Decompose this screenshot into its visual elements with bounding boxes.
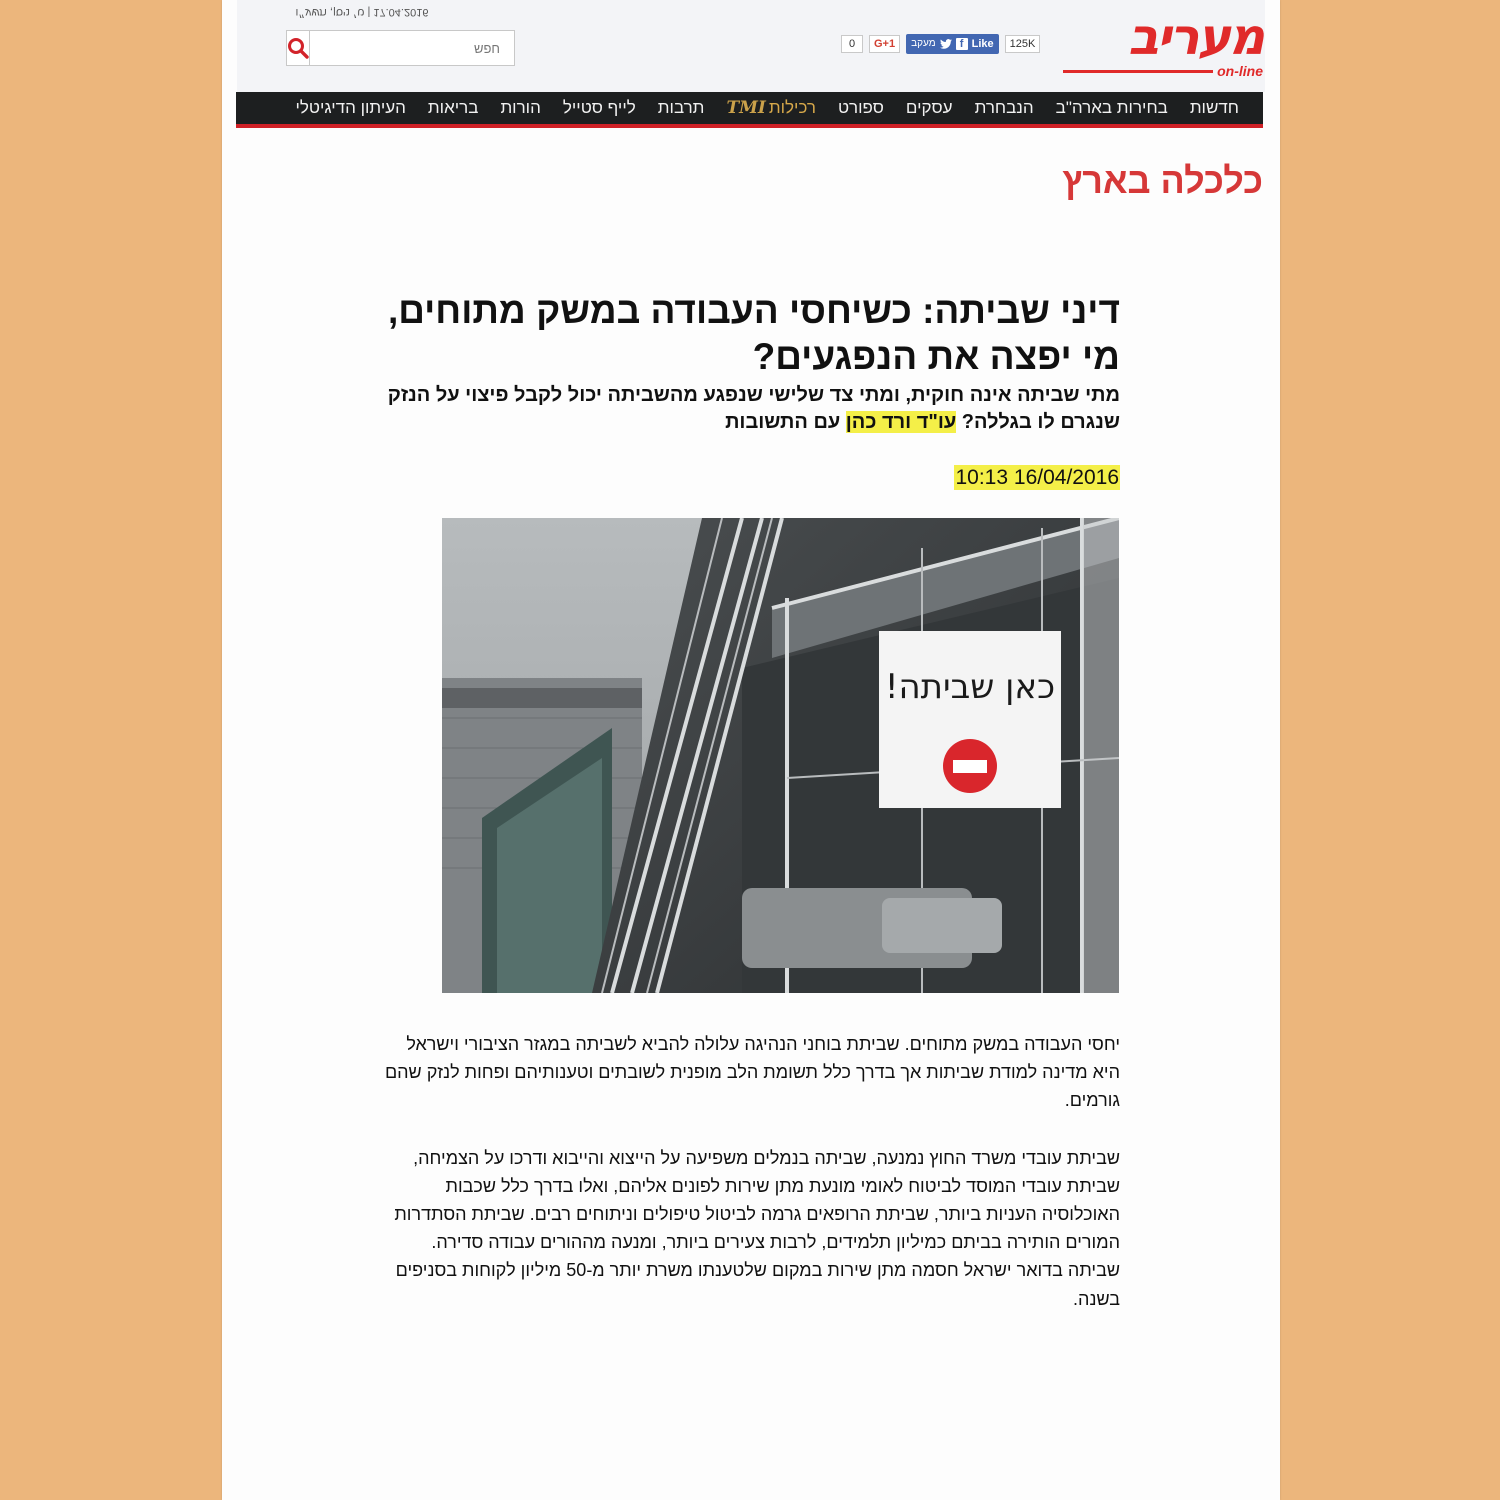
search-button[interactable] [286,30,310,66]
subhead-suffix: עם התשובות [725,411,846,433]
body-paragraph: שביתת עובדי משרד החוץ נמנעה, שביתה בנמלים משפיעה על הייצוא והייבוא ודרכו על הצמיחה, שביתת עובדי המוסד לביטוח לאומי מונעת מתן שירות לפונים אליהם, ואלו בדרך כלל שכבות האוכלוסיה העניות ביותר, שביתת הרופאים גרמה לביטול טיפולים וניתוחים רבים. שביתת הסתדרות המורים הותירה בביתם כמיליון תלמידים, לרבות צעירים ביותר, ומנעה מההורים עבודה סדירה. שביתה בדואר ישראל חסמה מתן שירות במקום שלטענתו משרת יותר מ-50 מיליון לקוחות בסניפים בשנה. [394,1147,1120,1309]
scanned-page [222,0,1280,1500]
nav-item-culture[interactable]: תרבות [657,98,705,117]
search-box [286,30,442,66]
article-header [382,288,1120,490]
logo-online: on-line [1217,63,1263,79]
nav-item-national-team[interactable]: הנבחרת [974,98,1034,117]
nav-item-business[interactable]: עסקים [905,98,953,117]
nav-item-parenting[interactable]: הורות [500,98,541,117]
article-headline: דיני שביתה: כשיחסי העבודה במשק מתוחים, מי יפצה את הנפגעים? [387,290,1120,377]
nav-item-lifestyle[interactable]: לייף סטייל [562,98,636,117]
gplus-button[interactable]: G+1 [869,35,900,53]
facebook-like-button[interactable] [906,34,999,54]
logo-underline [1063,70,1213,73]
nav-item-us-elections[interactable]: בחירות בארה"ב [1055,98,1168,117]
like-label: Like [971,38,994,50]
facebook-icon: f [956,38,968,50]
tmi-logo: TMI [726,98,766,118]
nav-item-sports[interactable]: ספורט [837,98,884,117]
gossip-label: רכילות [768,98,816,117]
twitter-follow-label[interactable]: מעקב [911,38,936,49]
section-title[interactable]: כלכלה בארץ [1062,160,1263,201]
top-date: 17.04.2016 | ט׳ ניסן, תשע״ו [295,6,429,18]
article-body [384,1030,1120,1313]
nav-item-health[interactable]: בריאות [427,98,479,117]
twitter-icon [940,39,952,49]
author-name[interactable]: עו"ד ורד כהן [845,411,957,433]
photo-sign-text: כאן שביתה! [884,667,1056,707]
logo-text: מעריב [1128,8,1263,66]
site-logo[interactable] [1063,8,1263,79]
body-paragraph: יחסי העבודה במשק מתוחים. שביתת בוחני הנהיגה עלולה להביא לשביתה במגזר הציבורי וישראל היא מדינה למודת שביתות אך בדרך כלל תשומת הלב מופנית לשובתים וטענותיהם ופחות לנזק שהם גורמים. [384,1034,1120,1111]
search-icon [287,37,309,59]
search-input[interactable] [310,30,515,66]
social-buttons [841,34,1040,54]
nav-item-news[interactable]: חדשות [1189,98,1239,117]
nav-item-digital-paper[interactable]: העיתון הדיגיטלי [295,98,406,117]
like-count: 125K [1005,35,1041,53]
article-subhead [382,382,1120,436]
article-photo [442,518,1119,993]
article-date: 16/04/2016 10:13 [955,466,1119,489]
nav-item-gossip[interactable] [726,98,816,118]
main-nav [236,92,1263,128]
share-count: 0 [841,35,863,53]
subhead-text: מתי שביתה אינה חוקית, ומתי צד שלישי שנפגע מהשביתה יכול לקבל פיצוי על הנזק שנגרם לו בגללה? [387,384,1120,433]
